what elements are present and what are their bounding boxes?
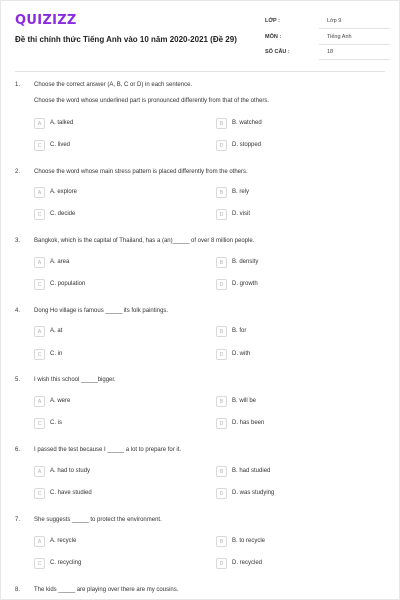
- option-letter-box: A: [34, 466, 45, 477]
- question-text: She suggests _____ to protect the environment.: [34, 517, 162, 523]
- option-letter-box: D: [216, 349, 227, 360]
- option-text: A. recycle: [50, 538, 77, 544]
- option-letter-box: B: [216, 257, 227, 268]
- question-number: 2.: [15, 169, 21, 175]
- question-number: 6.: [15, 447, 21, 453]
- option-letter-box: C: [34, 279, 45, 290]
- option-text: D. visit: [232, 211, 250, 217]
- option-text: B. to recycle: [232, 538, 266, 544]
- option-letter-box: B: [216, 118, 227, 129]
- option-text: D. with: [232, 351, 251, 357]
- question-text: Choose the word whose main stress pattern is placed differently from the others.: [34, 169, 248, 175]
- meta-subject-line: [319, 44, 389, 45]
- option-letter-box: A: [34, 536, 45, 547]
- option-letter-box: C: [34, 418, 45, 429]
- page-title: Đề thi chính thức Tiếng Anh vào 10 năm 2020-2021 (Đề 29): [15, 35, 237, 44]
- option-letter-box: C: [34, 558, 45, 569]
- header-divider: [15, 71, 385, 72]
- option-text: C. is: [50, 420, 62, 426]
- question-text: Bangkok, which is the capital of Thailand, has a (an)_____ of over 8 million people.: [34, 238, 255, 244]
- option-letter-box: A: [34, 396, 45, 407]
- question-number: 7.: [15, 517, 21, 523]
- option-letter-box: D: [216, 279, 227, 290]
- option-letter-box: B: [216, 536, 227, 547]
- question-number: 3.: [15, 238, 21, 244]
- option-letter-box: C: [34, 140, 45, 151]
- question-number: 8.: [15, 587, 21, 593]
- question-text: The kids _____ are playing over there are my cousins.: [34, 587, 179, 593]
- option-text: A. area: [50, 259, 70, 265]
- option-letter-box: A: [34, 118, 45, 129]
- option-letter-box: A: [34, 187, 45, 198]
- meta-grade-label: LỚP :: [265, 18, 280, 24]
- option-letter-box: C: [34, 209, 45, 220]
- option-letter-box: C: [34, 488, 45, 499]
- question-text: Choose the correct answer (A, B, C or D) in each sentence.: [34, 82, 193, 88]
- option-text: A. were: [50, 398, 71, 404]
- option-text: D. growth: [232, 281, 258, 287]
- option-letter-box: B: [216, 396, 227, 407]
- option-text: C. lived: [50, 142, 71, 148]
- meta-subject-label: MÔN :: [265, 34, 282, 40]
- option-text: B. had studied: [232, 468, 271, 474]
- option-letter-box: B: [216, 187, 227, 198]
- question-text: I passed the test because I _____ a lot to prepare for it.: [34, 447, 182, 453]
- meta-subject-value: Tiếng Anh: [327, 34, 352, 40]
- option-letter-box: B: [216, 326, 227, 337]
- question-instruction: Choose the word whose underlined part is pronounced differently from that of the others.: [34, 98, 270, 104]
- option-text: C. in: [50, 351, 63, 357]
- meta-count-label: SỐ CÂU :: [265, 49, 290, 55]
- option-letter-box: D: [216, 140, 227, 151]
- question-number: 4.: [15, 308, 21, 314]
- option-letter-box: C: [34, 349, 45, 360]
- question-text: I wish this school _____bigger.: [34, 377, 116, 383]
- option-text: B. for: [232, 328, 247, 334]
- option-letter-box: A: [34, 326, 45, 337]
- meta-grade-value: Lớp 9: [327, 18, 342, 24]
- meta-count-value: 18: [327, 49, 334, 55]
- option-text: C. decide: [50, 211, 76, 217]
- option-text: C. recycling: [50, 560, 82, 566]
- option-text: C. have studied: [50, 490, 92, 496]
- option-text: B. will be: [232, 398, 257, 404]
- option-text: A. explore: [50, 189, 78, 195]
- option-text: D. stopped: [232, 142, 262, 148]
- option-text: D. was studying: [232, 490, 275, 496]
- option-letter-box: D: [216, 418, 227, 429]
- option-text: B. watched: [232, 120, 262, 126]
- option-letter-box: D: [216, 209, 227, 220]
- meta-count-line: [319, 59, 389, 60]
- option-letter-box: A: [34, 257, 45, 268]
- quizizz-logo: QUIZIZZ: [15, 13, 77, 28]
- option-letter-box: D: [216, 558, 227, 569]
- option-text: D. recycled: [232, 560, 263, 566]
- option-text: B. density: [232, 259, 259, 265]
- option-letter-box: D: [216, 488, 227, 499]
- option-text: D. has been: [232, 420, 265, 426]
- option-text: B. rely: [232, 189, 250, 195]
- meta-grade-line: [319, 28, 389, 29]
- option-text: A. at: [50, 328, 63, 334]
- option-text: A. talked: [50, 120, 74, 126]
- option-text: C. population: [50, 281, 86, 287]
- question-number: 1.: [15, 82, 21, 88]
- question-number: 5.: [15, 377, 21, 383]
- question-text: Dong Ho village is famous _____ its folk paintings.: [34, 308, 169, 314]
- option-letter-box: B: [216, 466, 227, 477]
- option-text: A. had to study: [50, 468, 91, 474]
